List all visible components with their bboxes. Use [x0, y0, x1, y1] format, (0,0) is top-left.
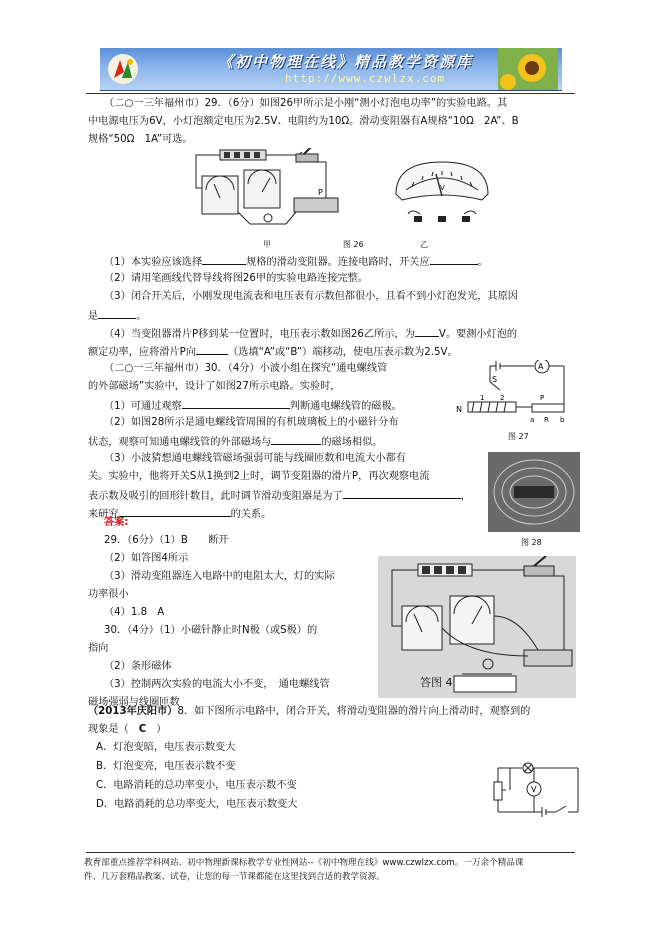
q29-part4-text-b: V。要测小灯泡的 — [438, 329, 518, 340]
q30-part1-text-b: 判断通电螺线管的磁极。 — [289, 401, 402, 412]
footer-line2: 件、几万套精品教案、试卷，让您的每一节课都能在这里找到合适的教学资源。 — [84, 872, 385, 882]
answer-blank[interactable] — [343, 488, 461, 499]
q30-line2: 的外部磁场”实验中，设计了如图27所示电路。实验时， — [88, 381, 341, 392]
q29-part4-line1 — [104, 326, 517, 342]
q30-part2-line1: （2）如图28所示是通电螺线管周围的有机玻璃板上的小磁针分布 — [104, 417, 399, 428]
q30-part1 — [104, 398, 402, 414]
q30-part3-text-f: 的关系。 — [230, 509, 272, 520]
answer-30-1a: 30．（4分）（1）小磁针静止时N极（或S极）的 — [104, 625, 318, 636]
answer-30-2: （2）条形磁体 — [104, 661, 172, 672]
q30-part3-text-d: ， — [460, 491, 471, 502]
q30-part3-text-e: 来研究 — [88, 509, 119, 520]
footer-rule — [86, 852, 575, 853]
q29-part1 — [104, 254, 488, 270]
q8-circuit-diagram — [492, 760, 584, 818]
q30-part3-text-c: 表示数及吸引的回形针数目，此时调节滑动变阻器是为了 — [88, 491, 343, 502]
q8-option-a[interactable]: A．灯泡变暗，电压表示数变大 — [96, 742, 236, 753]
answer-blank[interactable] — [196, 344, 228, 355]
svg-text:P: P — [318, 188, 323, 197]
sunflower-icon — [498, 48, 558, 90]
q29-part1-text-c: 。 — [477, 257, 488, 268]
q29-line2: 中电源电压为6V，小灯泡额定电压为2.5V、电阻约为10Ω。滑动变阻器有A规格“10Ω 2A”、B — [88, 116, 519, 127]
answer-29-3b: 功率很小 — [88, 589, 129, 600]
answer-blank[interactable] — [415, 326, 439, 337]
answer-blank[interactable] — [271, 434, 321, 445]
fig28-caption: 图 28 — [521, 538, 542, 547]
fig27-label-S: S — [492, 375, 498, 384]
q29-part3-text-c: 。 — [136, 311, 147, 322]
q29-part2: （2）请用笔画线代替导线将图26甲的实验电路连接完整。 — [104, 273, 368, 284]
q29-line3: 规格“50Ω 1A”可选。 — [88, 134, 193, 145]
answer-blank[interactable] — [182, 398, 290, 409]
q29-part4-text-c: 额定功率，应将滑片P向 — [88, 347, 197, 358]
answer-29-2: （2）如答图4所示 — [104, 553, 189, 564]
q29-line1: （二○一三年福州市）29．（6分）如图26甲所示是小刚“测小灯泡电功率”的实验电路。其 — [104, 98, 508, 109]
q29-part4-text-a: （4）当变阻器滑片P移到某一位置时，电压表示数如图26乙所示，为 — [104, 329, 415, 340]
q8-option-c[interactable]: C．电路消耗的总功率变小，电压表示数不变 — [96, 780, 297, 791]
q8-source: （2013年庆阳市） — [88, 706, 178, 717]
q8-stem: 8．如下图所示电路中，闭合开关，将滑动变阻器的滑片向上滑动时，观察到的 — [177, 706, 531, 717]
answer-29-4: （4）1.8 A — [104, 607, 165, 618]
q8-stem-close: ） — [156, 724, 167, 735]
banner-title: 《初中物理在线》精品教学资源库 — [218, 53, 474, 71]
answer-fig4-caption: 答图 4 — [420, 676, 453, 689]
fig27-label-1: 1 — [480, 394, 485, 402]
fig27-label-a: a — [530, 416, 535, 424]
fig27-label-P: P — [540, 394, 545, 402]
q30-part3-line1: （3）小波猜想通电螺线管磁场强弱可能与线圈匝数和电流大小都有 — [104, 453, 406, 464]
q8-meter-label: V — [531, 785, 537, 794]
answer-blank[interactable] — [430, 254, 478, 265]
q29-part4-line2 — [88, 344, 458, 360]
answer-figure-4 — [378, 556, 576, 698]
fig27-label-b: b — [560, 416, 565, 424]
fig26-jia-label: 甲 — [263, 240, 271, 249]
answer-29-3a: （3）滑动变阻器连入电路中的电阻太大，灯的实际 — [104, 571, 335, 582]
q29-part3-line2 — [88, 308, 146, 324]
banner-url[interactable]: http://www.czwlzx.com — [285, 72, 446, 85]
answer-blank[interactable] — [119, 506, 231, 517]
q30-line1: （二○一三年福州市）30．（4分）小波小组在探究“通电螺线管 — [104, 363, 388, 374]
q8-line2 — [88, 723, 166, 737]
site-logo-icon — [106, 52, 140, 86]
answer-blank[interactable] — [98, 308, 136, 319]
q8-stem-open: 现象是（ — [88, 724, 129, 735]
q29-part4-text-d: （选填“A”或“B”）端移动，使电压表示数为2.5V。 — [228, 347, 458, 358]
fig26-yi-label: 乙 — [420, 240, 428, 249]
answer-30-1b: 指向 — [88, 643, 109, 654]
q30-part3-line2: 关。实验中，他将开关S从1换到2上时，调节变阻器的滑片P，再次观察电流 — [88, 471, 430, 482]
header-rule — [86, 93, 575, 94]
q29-part1-text-b: 规格的滑动变阻器。连接电路时，开关应 — [246, 257, 430, 268]
answer-blank[interactable] — [202, 254, 246, 265]
svg-text:V: V — [440, 184, 445, 192]
q30-part1-text-a: （1）可通过观察 — [104, 401, 182, 412]
fig27-label-2: 2 — [500, 394, 505, 402]
q29-part3-text-b: 是 — [88, 311, 99, 322]
fig26-caption: 图 26 — [343, 240, 364, 249]
answer-29-1: 29．（6分）（1）B 断开 — [104, 535, 229, 546]
q8-option-d[interactable]: D．电路消耗的总功率变大，电压表示数变大 — [96, 799, 298, 810]
q29-part1-text-a: （1）本实验应该选择 — [104, 257, 203, 268]
fig27-label-A: A — [538, 362, 544, 371]
q30-part3-line3 — [88, 488, 471, 504]
footer-line1: 教育部重点推荐学科网站、初中物理新课标教学专业性网站--《初中物理在线》www.czwlzx.com。一万余个精品课 — [84, 858, 524, 868]
fig27-caption: 图 27 — [508, 432, 529, 441]
figure-27-circuit — [452, 360, 572, 426]
q8-option-b[interactable]: B．灯泡变亮，电压表示数不变 — [96, 761, 236, 772]
fig27-label-N: N — [456, 405, 462, 414]
fig27-label-R: R — [544, 416, 549, 424]
q30-part2-text-c: 的磁场相似。 — [321, 437, 383, 448]
q29-part3-line1: （3）闭合开关后，小刚发现电流表和电压表有示数但都很小，且看不到小灯泡发光，其原因 — [104, 291, 518, 302]
q8-line1 — [88, 705, 530, 719]
q30-part2-line2 — [88, 434, 383, 450]
answers-heading: 答案: — [104, 517, 129, 528]
figure-26-yi-voltmeter — [392, 160, 492, 236]
answer-30-3b: 磁场强弱与线圈匝数 — [88, 697, 180, 708]
q30-part2-text-b: 状态，观察可知通电螺线管的外部磁场与 — [88, 437, 272, 448]
figure-28-magnetic-field — [488, 452, 580, 532]
q8-answer: C — [138, 724, 147, 735]
figure-26-jia — [190, 148, 340, 240]
answer-30-3a: （3）控制两次实验的电流大小不变， 通电螺线管 — [104, 679, 330, 690]
header-banner — [100, 48, 562, 91]
